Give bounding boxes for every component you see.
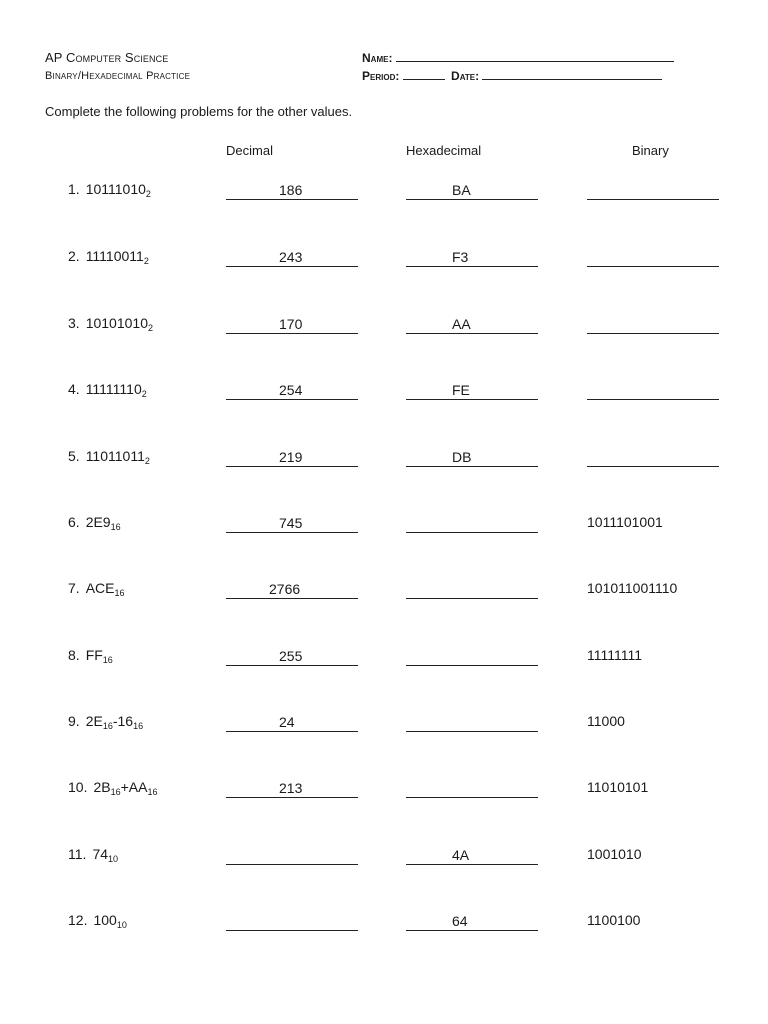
base-subscript: 16 <box>102 655 113 665</box>
value-digits: ACE <box>85 580 115 596</box>
value-digits: 2E <box>85 713 103 729</box>
value-digits: 11011011 <box>85 448 145 464</box>
decimal-answer: 255 <box>279 648 303 664</box>
value-digits: 10111010 <box>85 181 146 197</box>
column-header-binary: Binary <box>632 143 669 158</box>
value-digits: 2E9 <box>85 514 111 530</box>
problem-row <box>0 381 768 405</box>
problem-row <box>0 315 768 339</box>
base-subscript-second: 16 <box>133 721 144 731</box>
binary-answer-blank[interactable] <box>587 381 719 400</box>
hex-answer-blank[interactable] <box>406 514 538 533</box>
problem-row <box>0 713 768 737</box>
column-header-hexadecimal: Hexadecimal <box>406 143 482 158</box>
value-digits: 100 <box>93 912 117 928</box>
decimal-answer-blank[interactable] <box>226 248 358 267</box>
period-label: Period: <box>362 69 400 83</box>
problem-number: 5. <box>68 448 80 464</box>
base-subscript: 10 <box>116 920 127 930</box>
binary-answer: 11000 <box>587 713 625 729</box>
problem-question <box>68 580 125 598</box>
problem-row <box>0 647 768 671</box>
base-subscript: 16 <box>102 721 113 731</box>
column-header-decimal: Decimal <box>226 143 273 158</box>
worksheet-subtitle: Binary/Hexadecimal Practice <box>45 70 191 82</box>
base-subscript: 2 <box>141 389 147 399</box>
binary-answer-blank[interactable] <box>587 248 719 267</box>
hex-answer-blank[interactable] <box>406 912 538 931</box>
problem-row <box>0 181 768 205</box>
problem-row <box>0 448 768 472</box>
problem-question <box>68 912 127 930</box>
problem-number: 1. <box>68 181 80 197</box>
problem-question <box>68 381 147 399</box>
binary-answer: 1001010 <box>587 846 642 862</box>
problem-number: 7. <box>68 580 80 596</box>
problem-value <box>86 713 143 729</box>
decimal-answer-blank[interactable] <box>226 381 358 400</box>
decimal-answer-blank[interactable] <box>226 514 358 533</box>
problem-number: 4. <box>68 381 80 397</box>
binary-answer: 11111111 <box>587 647 643 663</box>
decimal-answer: 243 <box>279 249 303 265</box>
decimal-answer: 745 <box>279 515 303 531</box>
hex-answer-blank[interactable] <box>406 181 538 200</box>
problem-number: 8. <box>68 647 80 663</box>
value-digits-second: -16 <box>112 713 134 729</box>
problem-question <box>68 448 150 466</box>
decimal-answer-blank[interactable] <box>226 448 358 467</box>
binary-answer-blank[interactable] <box>587 448 719 467</box>
decimal-answer: 213 <box>279 780 303 796</box>
decimal-answer: 170 <box>279 316 303 332</box>
base-subscript-second: 16 <box>147 787 158 797</box>
decimal-answer-blank[interactable] <box>226 779 358 798</box>
problem-value <box>86 315 153 331</box>
problem-value <box>86 514 121 530</box>
name-field[interactable] <box>396 50 674 62</box>
decimal-answer: 219 <box>279 449 303 465</box>
problem-question <box>68 315 153 333</box>
problem-number: 6. <box>68 514 80 530</box>
problem-row <box>0 779 768 803</box>
hex-answer: 64 <box>452 913 468 929</box>
base-subscript: 2 <box>143 256 149 266</box>
student-info <box>362 49 674 85</box>
value-digits: 2B <box>93 779 111 795</box>
hex-answer: AA <box>452 316 471 332</box>
course-header <box>45 49 190 85</box>
base-subscript: 2 <box>145 189 151 199</box>
decimal-answer: 186 <box>279 182 303 198</box>
instructions: Complete the following problems for the other values. <box>45 104 353 119</box>
base-subscript: 2 <box>144 456 150 466</box>
problem-value <box>92 846 118 862</box>
base-subscript: 10 <box>108 854 119 864</box>
hex-answer-blank[interactable] <box>406 713 538 732</box>
problem-question <box>68 846 118 864</box>
value-digits: 11110011 <box>85 248 144 264</box>
problem-row <box>0 248 768 272</box>
decimal-answer-blank[interactable] <box>226 315 358 334</box>
binary-answer-blank[interactable] <box>587 181 719 200</box>
problem-value <box>86 580 125 596</box>
problem-question <box>68 514 121 532</box>
base-subscript: 16 <box>110 522 121 532</box>
hex-answer-blank[interactable] <box>406 248 538 267</box>
hex-answer: F3 <box>452 249 469 265</box>
problem-number: 9. <box>68 713 80 729</box>
hex-answer-blank[interactable] <box>406 580 538 599</box>
decimal-answer: 2766 <box>269 581 301 597</box>
problem-question <box>68 248 149 266</box>
problem-value <box>86 381 147 397</box>
problem-number: 2. <box>68 248 80 264</box>
hex-answer-blank[interactable] <box>406 448 538 467</box>
problem-value <box>93 912 126 928</box>
problem-question <box>68 181 151 199</box>
hex-answer-blank[interactable] <box>406 846 538 865</box>
hex-answer: FE <box>452 382 470 398</box>
decimal-answer-blank[interactable] <box>226 181 358 200</box>
problem-value <box>86 647 113 663</box>
hex-answer: BA <box>452 182 471 198</box>
binary-answer: 1011101001 <box>587 514 663 530</box>
value-digits: 10101010 <box>85 315 148 331</box>
period-field[interactable] <box>403 68 445 80</box>
problem-value <box>86 448 150 464</box>
value-digits: 74 <box>92 846 109 862</box>
problem-number: 10. <box>68 779 88 795</box>
problem-number: 11. <box>68 846 87 862</box>
course-title: AP Computer Science <box>45 50 169 65</box>
problem-row <box>0 580 768 604</box>
problem-question <box>68 779 157 797</box>
problem-row <box>0 912 768 936</box>
name-label: Name: <box>362 51 393 65</box>
base-subscript: 2 <box>147 323 153 333</box>
decimal-answer-blank[interactable] <box>226 647 358 666</box>
hex-answer: DB <box>452 449 472 465</box>
value-digits: 11111110 <box>85 381 142 397</box>
base-subscript: 16 <box>110 787 121 797</box>
value-digits: FF <box>85 647 103 663</box>
decimal-answer-blank[interactable] <box>226 580 358 599</box>
binary-answer-blank[interactable] <box>587 315 719 334</box>
binary-answer: 101011001110 <box>587 580 678 596</box>
problem-number: 12. <box>68 912 88 928</box>
problem-value <box>86 248 149 264</box>
date-label: Date: <box>451 69 480 83</box>
problem-question <box>68 647 113 665</box>
decimal-answer: 254 <box>279 382 303 398</box>
decimal-answer: 24 <box>279 714 295 730</box>
problem-value <box>86 181 151 197</box>
decimal-answer-blank[interactable] <box>226 912 358 931</box>
hex-answer-blank[interactable] <box>406 779 538 798</box>
base-subscript: 16 <box>114 588 125 598</box>
hex-answer-blank[interactable] <box>406 647 538 666</box>
decimal-answer-blank[interactable] <box>226 713 358 732</box>
binary-answer: 1100100 <box>587 912 641 928</box>
binary-answer: 11010101 <box>587 779 649 795</box>
problem-question <box>68 713 143 731</box>
problem-row <box>0 846 768 870</box>
hex-answer: 4A <box>452 847 470 863</box>
decimal-answer-blank[interactable] <box>226 846 358 865</box>
problem-value <box>93 779 157 795</box>
hex-answer-blank[interactable] <box>406 381 538 400</box>
value-digits-second: +AA <box>120 779 148 795</box>
problem-number: 3. <box>68 315 80 331</box>
problem-row <box>0 514 768 538</box>
hex-answer-blank[interactable] <box>406 315 538 334</box>
date-field[interactable] <box>482 68 662 80</box>
